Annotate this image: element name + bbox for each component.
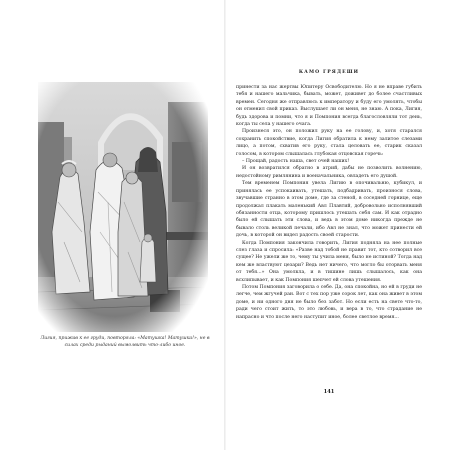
paragraph: Когда Помпония закончила говорить, Лигия подняла на нее полные слез глаза и спросила: «Разве над тобой не правит тот, кто сотворил все сущее? Не ужели же то, чему ты учила меня, было не истиной? Тогда над кем же властвуют цезари? Ведь нет ничего, что могло бы оторвать меня от тебя...» Она умолкла, и в тишине лишь слышалось, как она всхлипывает, и как Помпония шепчет ей слова утешения. — [236, 240, 422, 283]
engraving-illustration — [38, 82, 208, 332]
illustration-caption: Лигия, прижав к ее груди, повторяла: «Матушка! Матушка!», не в силах среди рыданий вымолвить что-либо иное. — [40, 336, 210, 348]
paragraph: Произнеся это, он положил руку на ее голову, и, хотя старался сохранить спокойствие, когда Лигия обратила к нему залитое слезами лицо, а потом, схватив его руку, стала целовать ее, старик сказал голосом, в котором слышалась глубокая отцовская горечь: — [236, 129, 422, 157]
book-gutter — [224, 0, 226, 450]
page-number: 141 — [323, 389, 335, 395]
paragraph: принести за нас жертвы Юпитеру Освободителю. Но я не вправе губить тебя и нашего мальчика, бывать, может, доживет до более счастливых времен. Сегодня же отправлюсь к императору и буду его умолять, чтобы он отменил свой приказ. Выслушает ли он меня, не знаю. А пока, Лигия, будь здорова и помни, что я и Помпония всегда благословляли тот день, когда ты села у нашего очага. — [236, 85, 422, 128]
paragraph: Потом Помпония заговорила о себе. Да, она спокойна, но ей в груди не легче, чем жгучей ран. Вот с тех пор уже сорок лет, как она живет в этом доме, и ни одного дня не было без забот. Но если есть на свете что-то, ради чего стоит жить, то это любовь, и вера в то, что страдание не напрасно и что после него наступит иное, более светлое время... — [236, 284, 422, 320]
running-head: КАМО ГРЯДЕШИ — [298, 70, 360, 75]
paragraph: И он возвратился обратно в атрий, дабы не позволить волнению, недостойному римлянина и военачальника, овладеть его душой. — [236, 166, 422, 179]
paragraph: Тем временем Помпония увела Лигию в опочивальню, кубикул, и принялась ее успокаивать, утешать, подбадривать, произнося слова, звучавшие странно в этом доме, где за стеной, в соседней горнице, еще продолжал плакать маленький Авл Плавтий, добровольно исполнявший обязанности отца, которому пришлось утешать себя сам. И как отрадно было ей слышать эти слова, и ведь в этом доме никогда прежде не бывало столь великой печали, ибо Авл не знал, что может принести ей дочь, в которой он видел радость своей старости. — [236, 181, 422, 239]
body-text — [236, 84, 422, 384]
paragraph: – Прощай, радость наша, свет очей наших! — [242, 159, 350, 165]
